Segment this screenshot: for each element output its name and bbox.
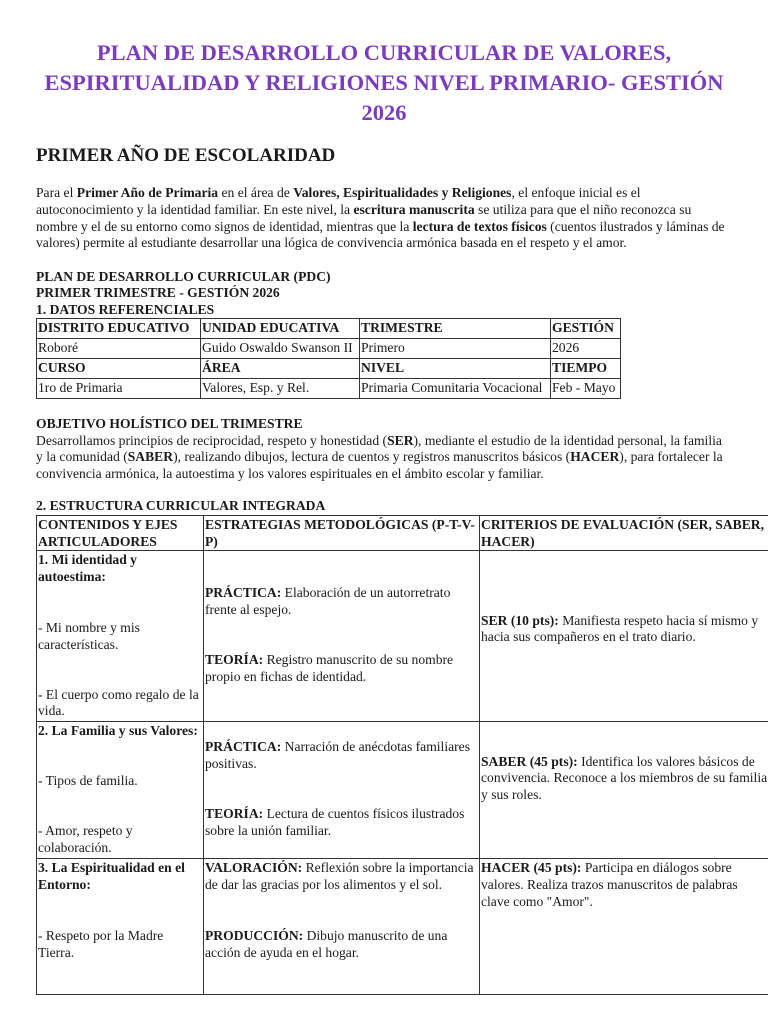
objective-title: OBJETIVO HOLÍSTICO DEL TRIMESTRE <box>36 415 303 431</box>
objective-paragraph <box>36 433 732 483</box>
criteria-text: Participa en diálogos sobre valores. Realiza trazos manuscritos de palabras clave como "Amor". <box>481 860 738 909</box>
content-item: - Tipos de familia. <box>38 773 138 789</box>
criteria-label: HACER (45 pts): <box>481 860 582 876</box>
table-header-cell: CRITERIOS DE EVALUACIÓN (SER, SABER, HACER) <box>480 515 768 551</box>
criteria-cell <box>480 722 768 859</box>
strategy-label: TEORÍA: <box>205 805 264 821</box>
intro-bold: Valores, Espiritualidades y Religiones <box>293 185 512 200</box>
table-cell: Roboré <box>37 338 201 358</box>
document-title: PLAN DE DESARROLLO CURRICULAR DE VALORES, ESPIRITUALIDAD Y RELIGIONES NIVEL PRIMARIO- GESTIÓN 2026 <box>44 40 724 125</box>
content-item: - Amor, respeto y colaboración. <box>38 822 133 855</box>
strategy-label: PRÁCTICA: <box>205 585 282 601</box>
pdc-trimester: PRIMER TRIMESTRE - GESTIÓN 2026 <box>36 285 280 301</box>
content-cell <box>37 551 204 722</box>
strategy-item <box>205 860 478 894</box>
strategy-item <box>205 928 478 962</box>
intro-text: se utiliza para que el niño reconozca su nombre y el de su entorno como signos de identidad, mientras que la <box>36 201 692 234</box>
strategy-item <box>205 652 478 686</box>
content-cell <box>37 859 204 995</box>
intro-text: Para el <box>36 185 77 200</box>
section-title: PRIMER AÑO DE ESCOLARIDAD <box>36 145 336 166</box>
strategy-text: Reflexión sobre la importancia de dar las gracias por los alimentos y el sol. <box>205 860 474 893</box>
objective-bold: SER <box>387 432 414 448</box>
strategy-label: PRÁCTICA: <box>205 739 282 755</box>
table-header-cell: NIVEL <box>360 358 551 378</box>
content-title: 3. La Espiritualidad en el Entorno: <box>38 860 185 893</box>
pdc-title: PLAN DE DESARROLLO CURRICULAR (PDC) <box>36 269 331 285</box>
table-header-cell: GESTIÓN <box>551 318 621 338</box>
intro-bold: Primer Año de Primaria <box>76 185 219 200</box>
strategy-item <box>205 739 478 773</box>
content-item: - Respeto por la Madre Tierra. <box>38 927 164 960</box>
table-cell: Guido Oswaldo Swanson II <box>201 338 360 358</box>
strategy-label: PRODUCCIÓN: <box>205 927 304 943</box>
criteria-text: Manifiesta respeto hacia sí mismo y hacia sus compañeros en el trato diario. <box>481 612 759 645</box>
strategies-cell <box>204 551 480 722</box>
objective-text: ), realizando dibujos, lectura de cuentos y registros manuscritos básicos ( <box>173 449 571 465</box>
criteria-cell <box>480 859 768 995</box>
intro-paragraph <box>36 185 732 252</box>
content-item: - Mi nombre y mis características. <box>38 619 140 652</box>
objective-text: Desarrollamos principios de reciprocidad, respeto y honestidad ( <box>36 432 388 448</box>
table-header-cell: TRIMESTRE <box>360 318 551 338</box>
intro-bold: lectura de textos físicos <box>412 218 547 234</box>
strategy-text: Lectura de cuentos físicos ilustrados sobre la unión familiar. <box>205 805 465 838</box>
content-cell <box>37 722 204 859</box>
intro-bold: escritura manuscrita <box>353 201 475 217</box>
strategy-item <box>205 806 478 840</box>
criteria-cell <box>480 551 768 722</box>
criteria-text: Identifica los valores básicos de convivencia. Reconoce a los miembros de su familia y sus roles. <box>481 753 768 803</box>
table-header-cell: UNIDAD EDUCATIVA <box>201 318 360 338</box>
table-row <box>37 378 621 398</box>
pdc-section-1: 1. DATOS REFERENCIALES <box>36 301 215 317</box>
intro-text: , el enfoque inicial es el autoconocimiento y la identidad familiar. En este nivel, la <box>36 185 641 217</box>
strategy-label: TEORÍA: <box>205 651 264 667</box>
objective-text: ), mediante el estudio de la identidad personal, la familia y la comunidad ( <box>36 432 722 465</box>
strategies-cell <box>204 722 480 859</box>
table-header-cell: CURSO <box>37 358 201 378</box>
content-title: 2. La Familia y sus Valores: <box>38 723 198 739</box>
objective-text: ), para fortalecer la convivencia armónica, la autoestima y los valores espirituales en el ámbito escolar y familiar. <box>36 449 723 482</box>
criteria-label: SER (10 pts): <box>481 612 559 628</box>
table-header-cell: CONTENIDOS Y EJES ARTICULADORES <box>37 515 204 551</box>
table-header-cell: DISTRITO EDUCATIVO <box>37 318 201 338</box>
table-cell: 2026 <box>551 338 621 358</box>
table-cell: Primero <box>360 338 551 358</box>
strategy-text: Dibujo manuscrito de una acción de ayuda en el hogar. <box>205 927 448 960</box>
objective-bold: SABER <box>127 449 174 465</box>
table-header-cell: TIEMPO <box>551 358 621 378</box>
pdc-heading <box>36 269 732 318</box>
table-cell: 1ro de Primaria <box>37 378 201 398</box>
table-cell: Feb - Mayo <box>551 378 621 398</box>
strategies-cell <box>204 859 480 995</box>
strategy-text: Elaboración de un autorretrato frente al espejo. <box>205 585 451 618</box>
table-row <box>37 551 768 722</box>
table-header-cell: ÁREA <box>201 358 360 378</box>
table-header-cell: ESTRATEGIAS METODOLÓGICAS (P-T-V-P) <box>204 515 480 551</box>
reference-data-table <box>36 318 621 399</box>
structure-title: 2. ESTRUCTURA CURRICULAR INTEGRADA <box>36 497 326 513</box>
table-cell: Valores, Esp. y Rel. <box>201 378 360 398</box>
intro-text: (cuentos ilustrados y láminas de valores) permite al estudiante desarrollar una lógica de convivencia armónica basada en el respeto y el amor. <box>36 218 725 251</box>
criteria-label: SABER (45 pts): <box>481 753 578 769</box>
intro-text: en el área de <box>218 185 294 200</box>
objective-bold: HACER <box>570 449 620 465</box>
table-row <box>37 722 768 859</box>
table-row <box>37 338 621 358</box>
table-row <box>37 358 621 378</box>
table-row <box>37 859 768 995</box>
content-title: 1. Mi identidad y autoestima: <box>38 552 137 585</box>
strategy-item <box>205 585 478 619</box>
strategy-text: Narración de anécdotas familiares positivas. <box>205 739 470 772</box>
table-cell: Primaria Comunitaria Vocacional <box>360 378 551 398</box>
content-item: - El cuerpo como regalo de la vida. <box>38 686 199 719</box>
table-row <box>37 515 768 551</box>
strategy-label: VALORACIÓN: <box>205 860 303 876</box>
curriculum-table <box>36 515 768 996</box>
table-row <box>37 318 621 338</box>
strategy-text: Registro manuscrito de su nombre propio en fichas de identidad. <box>205 651 454 684</box>
